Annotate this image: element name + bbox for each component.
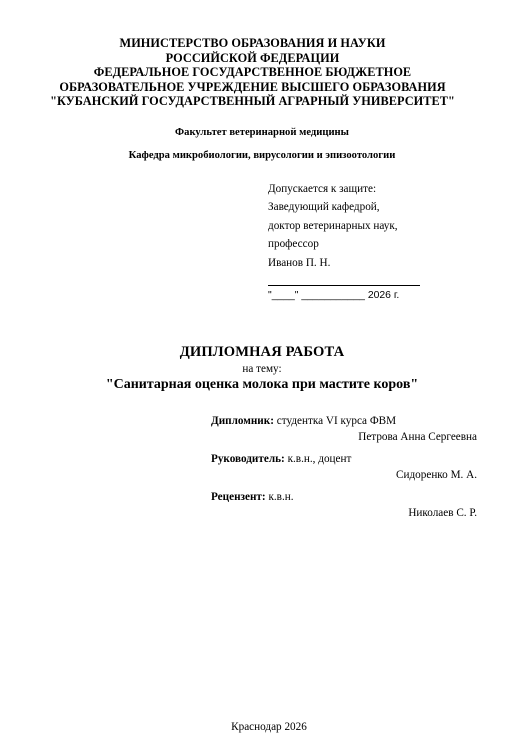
- approval-rank: профессор: [268, 238, 319, 251]
- approval-degree: доктор ветеринарных наук,: [268, 219, 398, 232]
- ministry-line: ФЕДЕРАЛЬНОЕ ГОСУДАРСТВЕННОЕ БЮДЖЕТНОЕ: [93, 65, 412, 80]
- supervisor-role: к.в.н., доцент: [284, 453, 352, 465]
- signature-line: [268, 275, 420, 286]
- approval-heading: Допускается к защите:: [268, 183, 377, 195]
- faculty-name: Факультет ветеринарной медицины: [175, 127, 349, 138]
- work-title: ДИПЛОМНАЯ РАБОТА: [179, 344, 345, 360]
- approval-date-line: "____" ___________ 2026 г.: [268, 290, 400, 302]
- work-on-topic: на тему:: [242, 363, 282, 375]
- people-block: [211, 413, 477, 521]
- university-name: "КУБАНСКИЙ ГОСУДАРСТВЕННЫЙ АГРАРНЫЙ УНИВЕРСИТЕТ": [50, 94, 455, 109]
- reviewer-role: к.в.н.: [265, 491, 294, 503]
- author-name: Петрова Анна Сергеевна: [358, 431, 477, 443]
- approval-position: Заведующий кафедрой,: [268, 201, 380, 214]
- ministry-line: ОБРАЗОВАТЕЛЬНОЕ УЧРЕЖДЕНИЕ ВЫСШЕГО ОБРАЗОВАНИЯ: [59, 79, 446, 94]
- approval-block: [268, 180, 488, 305]
- supervisor-row: [211, 451, 477, 467]
- work-topic: "Санитарная оценка молока при мастите коров": [105, 377, 419, 392]
- department-name: Кафедра микробиологии, вирусологии и эпизоотологии: [128, 150, 396, 161]
- approval-name: Иванов П. Н.: [268, 256, 331, 269]
- ministry-line: МИНИСТЕРСТВО ОБРАЗОВАНИЯ И НАУКИ: [119, 36, 386, 50]
- reviewer-row: [211, 489, 477, 505]
- ministry-line: РОССИЙСКОЙ ФЕДЕРАЦИИ: [165, 50, 340, 65]
- reviewer-label: Рецензент:: [211, 491, 266, 503]
- ministry-header: [0, 36, 505, 109]
- author-label: Дипломник:: [211, 415, 274, 427]
- author-role: студентка VI курса ФВМ: [273, 415, 397, 427]
- author-row: [211, 413, 477, 429]
- supervisor-label: Руководитель:: [211, 453, 285, 465]
- supervisor-name: Сидоренко М. А.: [396, 469, 477, 481]
- reviewer-name: Николаев С. Р.: [408, 507, 477, 519]
- city-year: Краснодар 2026: [231, 721, 307, 733]
